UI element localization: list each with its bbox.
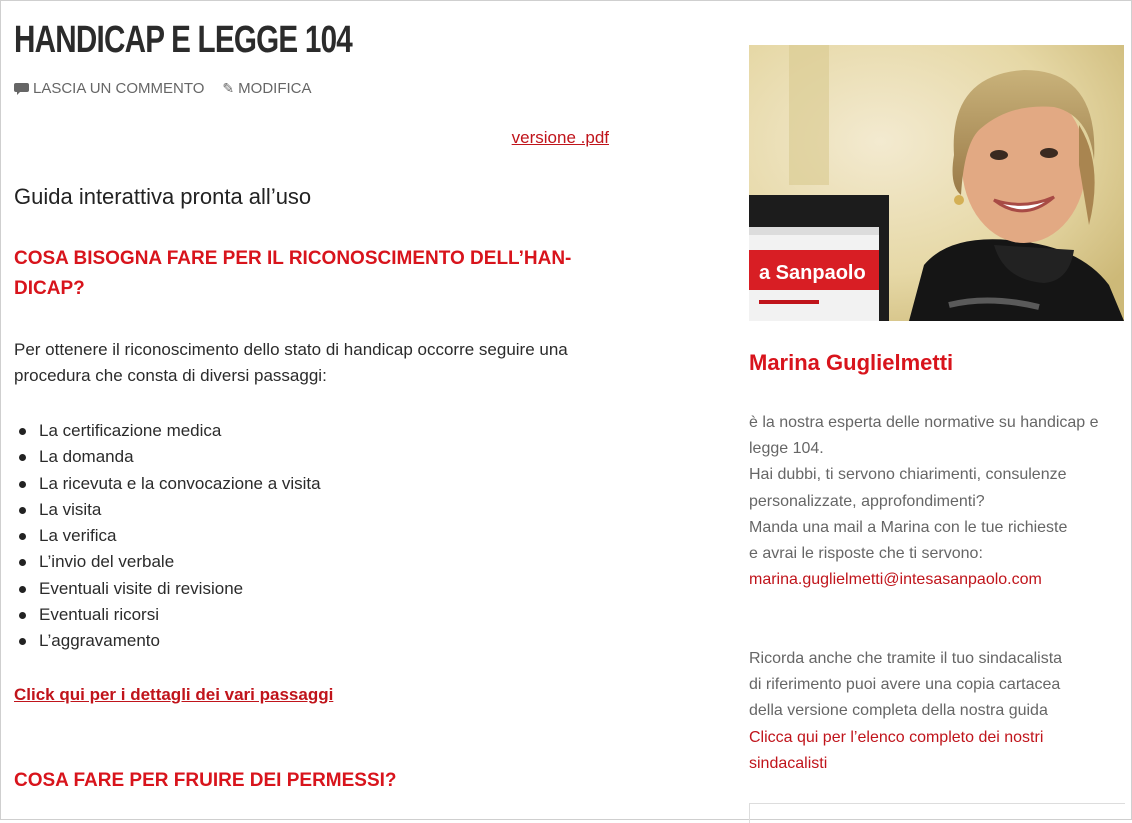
author-bio [749,410,1119,593]
list-item: La domanda [14,444,321,470]
list-item: Eventuali visite di revisione [14,576,321,602]
edit-label: MODIFICA [238,80,312,97]
bio-line: e avrai le risposte che ti servono: [749,545,983,563]
leave-comment-label: LASCIA UN COMMENTO [33,80,205,97]
bio-line: legge 104. [749,440,824,458]
link-line: sindacalisti [749,754,828,772]
heading-line: DICAP? [14,278,85,299]
list-item: L’invio del verbale [14,549,321,575]
author-email-link[interactable]: marina.guglielmetti@intesasanpaolo.com [749,571,1042,589]
bio-line: personalizzate, approfondimenti? [749,492,985,510]
list-item: Eventuali ricorsi [14,602,321,628]
details-link[interactable]: Click qui per i dettagli dei vari passaggi [14,685,334,704]
paper-copy-note [749,646,1119,777]
steps-list [14,418,321,655]
edit-link[interactable] [222,80,311,97]
pdf-version-link[interactable]: versione .pdf [511,128,609,147]
pencil-icon: ✎ [222,80,235,96]
leave-comment-link[interactable] [14,80,204,97]
list-item: La verifica [14,523,321,549]
list-item: La certificazione medica [14,418,321,444]
list-item: La visita [14,497,321,523]
note-line: di riferimento puoi avere una copia cartacea [749,676,1061,694]
comment-icon [14,83,29,95]
photo-sign-text: a Sanpaolo [759,262,866,284]
bio-line: Hai dubbi, ti servono chiarimenti, consulenze [749,466,1067,484]
sidebar-divider-edge [749,803,750,823]
section-heading-recognition [14,244,609,304]
link-line: Clicca qui per l’elenco completo dei nostri [749,728,1044,746]
union-reps-list-link[interactable] [749,725,1119,777]
list-item: L’aggravamento [14,628,321,654]
bio-line: è la nostra esperta delle normative su handicap e [749,414,1099,431]
author-photo [749,45,1124,321]
list-item: La ricevuta e la convocazione a visita [14,471,321,497]
entry-meta [14,80,312,97]
note-line: Ricorda anche che tramite il tuo sindacalista [749,650,1063,667]
author-name: Marina Guglielmetti [749,350,954,375]
bio-line: Manda una mail a Marina con le tue richieste [749,518,1068,536]
note-line: della versione completa della nostra guida [749,702,1048,720]
guide-subtitle: Guida interattiva pronta all’uso [14,184,312,209]
heading-line: COSA BISOGNA FARE PER IL RICONOSCIMENTO DELL’HAN- [14,248,572,269]
section-heading-permits: COSA FARE PER FRUIRE DEI PERMESSI? [14,770,397,791]
intro-paragraph [14,337,609,389]
paragraph-line: procedura che consta di diversi passaggi: [14,366,327,385]
paragraph-line: Per ottenere il riconoscimento dello stato di handicap occorre seguire una [14,340,568,359]
page-title: HANDICAP E LEGGE 104 [14,19,352,61]
author-photo-illustration [749,45,1124,321]
sidebar-divider [749,803,1125,804]
